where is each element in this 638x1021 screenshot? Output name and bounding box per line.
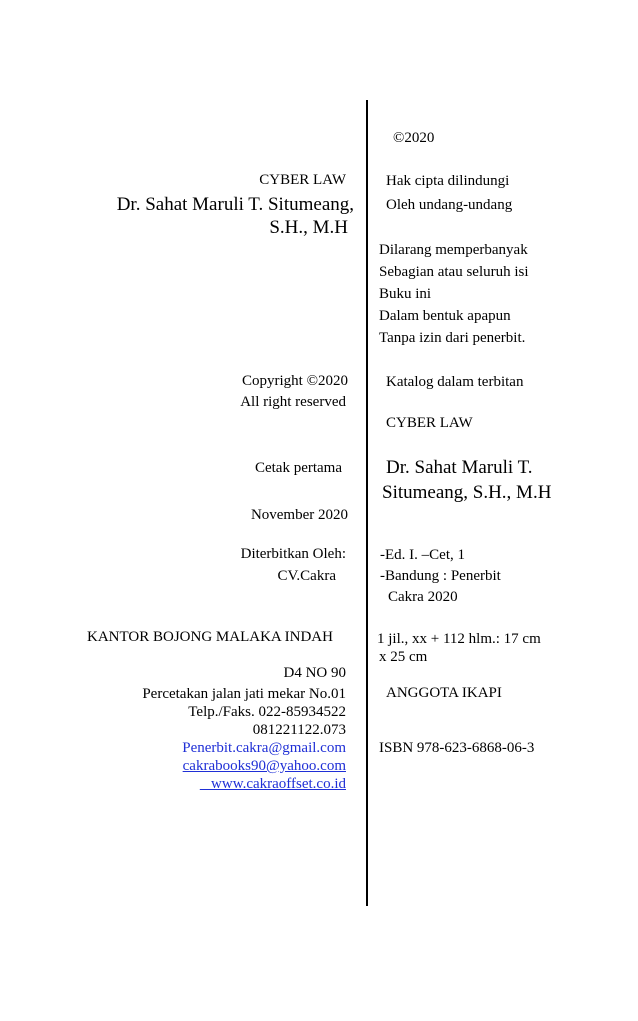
right-isbn: ISBN 978-623-6868-06-3 <box>379 740 535 756</box>
right-member-label: ANGGOTA IKAPI <box>386 685 502 701</box>
right-city-publisher: -Bandung : Penerbit <box>380 568 501 584</box>
left-author-degree: S.H., M.H <box>269 217 348 238</box>
right-warning-line3: Buku ini <box>379 286 432 302</box>
left-copyright: Copyright ©2020 <box>242 373 348 389</box>
left-rights: All right reserved <box>240 394 346 410</box>
right-author-degree: Situmeang, S.H., M.H <box>382 482 552 503</box>
right-edition: -Ed. I. –Cet, 1 <box>380 547 465 563</box>
left-author-name: Dr. Sahat Maruli T. Situmeang, <box>116 194 354 215</box>
left-phone-mobile: 081221122.073 <box>252 722 346 738</box>
left-book-title: CYBER LAW <box>259 172 346 188</box>
right-catalog-label: Katalog dalam terbitan <box>386 374 524 390</box>
left-email-gmail[interactable]: Penerbit.cakra@gmail.com <box>182 740 346 756</box>
left-address-line1: D4 NO 90 <box>283 665 346 681</box>
left-address-line2: Percetakan jalan jati mekar No.01 <box>142 686 346 702</box>
right-warning-line4: Dalam bentuk apapun <box>379 308 511 324</box>
right-protected-line1: Hak cipta dilindungi <box>386 173 510 189</box>
left-phone-fax: Telp./Faks. 022-85934522 <box>188 704 346 720</box>
left-publisher-name: CV.Cakra <box>277 568 336 584</box>
left-email-yahoo[interactable]: cakrabooks90@yahoo.com <box>182 758 346 774</box>
right-author-name: Dr. Sahat Maruli T. <box>386 457 533 478</box>
right-publisher-year: Cakra 2020 <box>388 589 458 605</box>
left-print-label: Cetak pertama <box>254 460 342 476</box>
right-warning-line1: Dilarang memperbanyak <box>379 242 528 258</box>
right-physical-size-line1: 1 jil., xx + 112 hlm.: 17 cm <box>377 631 541 647</box>
left-publisher-label: Diterbitkan Oleh: <box>240 546 346 562</box>
left-print-date: November 2020 <box>250 507 348 523</box>
right-protected-line2: Oleh undang-undang <box>386 197 513 213</box>
right-copyright-year: ©2020 <box>393 130 435 146</box>
right-warning-line5: Tanpa izin dari penerbit. <box>379 330 526 346</box>
left-website-link[interactable]: www.cakraoffset.co.id <box>199 776 346 792</box>
center-divider-line <box>366 100 368 906</box>
right-warning-line2: Sebagian atau seluruh isi <box>379 264 529 280</box>
right-book-title: CYBER LAW <box>386 415 473 431</box>
right-physical-size-line2: x 25 cm <box>379 649 428 665</box>
left-office-name: KANTOR BOJONG MALAKA INDAH <box>87 629 333 645</box>
